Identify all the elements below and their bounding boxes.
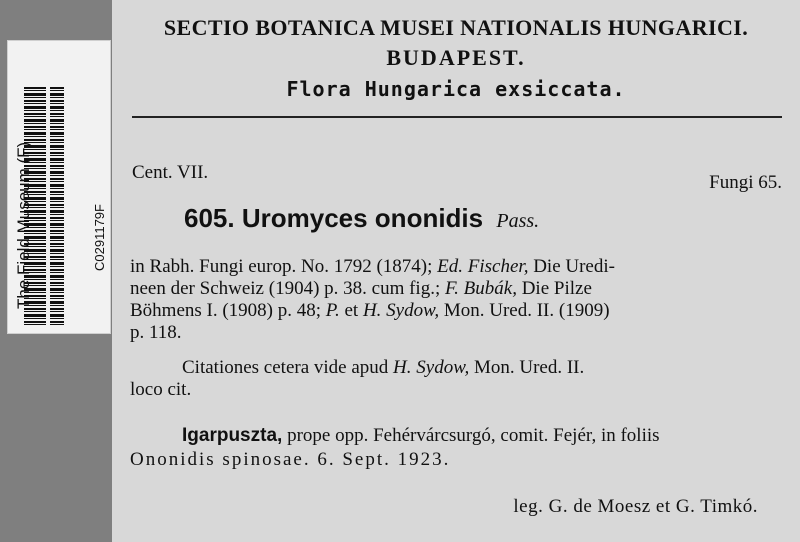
references-block xyxy=(130,256,800,344)
ref-text: in Rabh. Fungi europ. No. 1792 (1874); xyxy=(130,256,433,277)
locality-text: prope opp. Fehérvárcsurgó, comit. Fejér, in foliis xyxy=(287,425,660,446)
citationes-text: Citationes cetera vide apud xyxy=(182,357,389,378)
series-title: Flora Hungarica exsiccata. xyxy=(286,77,626,101)
ref-author: H. Sydow, xyxy=(362,300,440,321)
ref-author: P. xyxy=(325,300,340,321)
locality-block xyxy=(130,424,800,472)
citationes-block xyxy=(130,357,800,401)
species-name: Uromyces ononidis xyxy=(241,203,484,233)
header-divider xyxy=(132,116,782,118)
ref-text: Die Pilze xyxy=(521,278,592,299)
herbarium-label xyxy=(112,0,800,542)
ref-text: neen der Schweiz (1904) p. 38. cum fig.; xyxy=(130,278,441,299)
citationes-author: H. Sydow, xyxy=(393,357,470,378)
fungi-number: Fungi 65. xyxy=(709,172,782,193)
reference-line xyxy=(130,300,800,322)
locality-line xyxy=(130,424,800,448)
ref-author: Ed. Fischer, xyxy=(437,256,529,277)
reference-line: p. 118. xyxy=(130,322,182,343)
host-line: Ononidis spinosae. 6. Sept. 1923. xyxy=(130,449,451,470)
institution-title: SECTIO BOTANICA MUSEI NATIONALIS HUNGARICI. xyxy=(163,15,749,40)
barcode-bars-secondary xyxy=(50,87,64,327)
citationes-line: loco cit. xyxy=(130,379,192,400)
reference-line xyxy=(130,278,800,300)
century-number: Cent. VII. xyxy=(132,162,209,183)
collectors: leg. G. de Moesz et G. Timkó. xyxy=(513,496,758,517)
species-number: 605. xyxy=(184,203,235,233)
citationes-text: Mon. Ured. II. xyxy=(473,357,585,378)
reference-line xyxy=(130,256,800,278)
label-header xyxy=(112,14,800,102)
ref-text: Die Uredi- xyxy=(533,256,615,277)
species-heading xyxy=(184,203,539,234)
ref-text: Böhmens I. (1908) p. 48; xyxy=(130,300,322,321)
citationes-line xyxy=(130,357,800,379)
barcode-label xyxy=(7,40,111,334)
locality-place: Igarpuszta, xyxy=(182,425,283,446)
ref-text: Mon. Ured. II. (1909) xyxy=(443,300,610,321)
ref-text: et xyxy=(344,300,359,321)
barcode-institution: The Field Museum (F) xyxy=(14,141,33,309)
ref-author: F. Bubák, xyxy=(445,278,517,299)
species-author: Pass. xyxy=(496,210,540,232)
barcode-code: C0291179F xyxy=(92,204,107,271)
city-title: BUDAPEST. xyxy=(386,45,526,70)
